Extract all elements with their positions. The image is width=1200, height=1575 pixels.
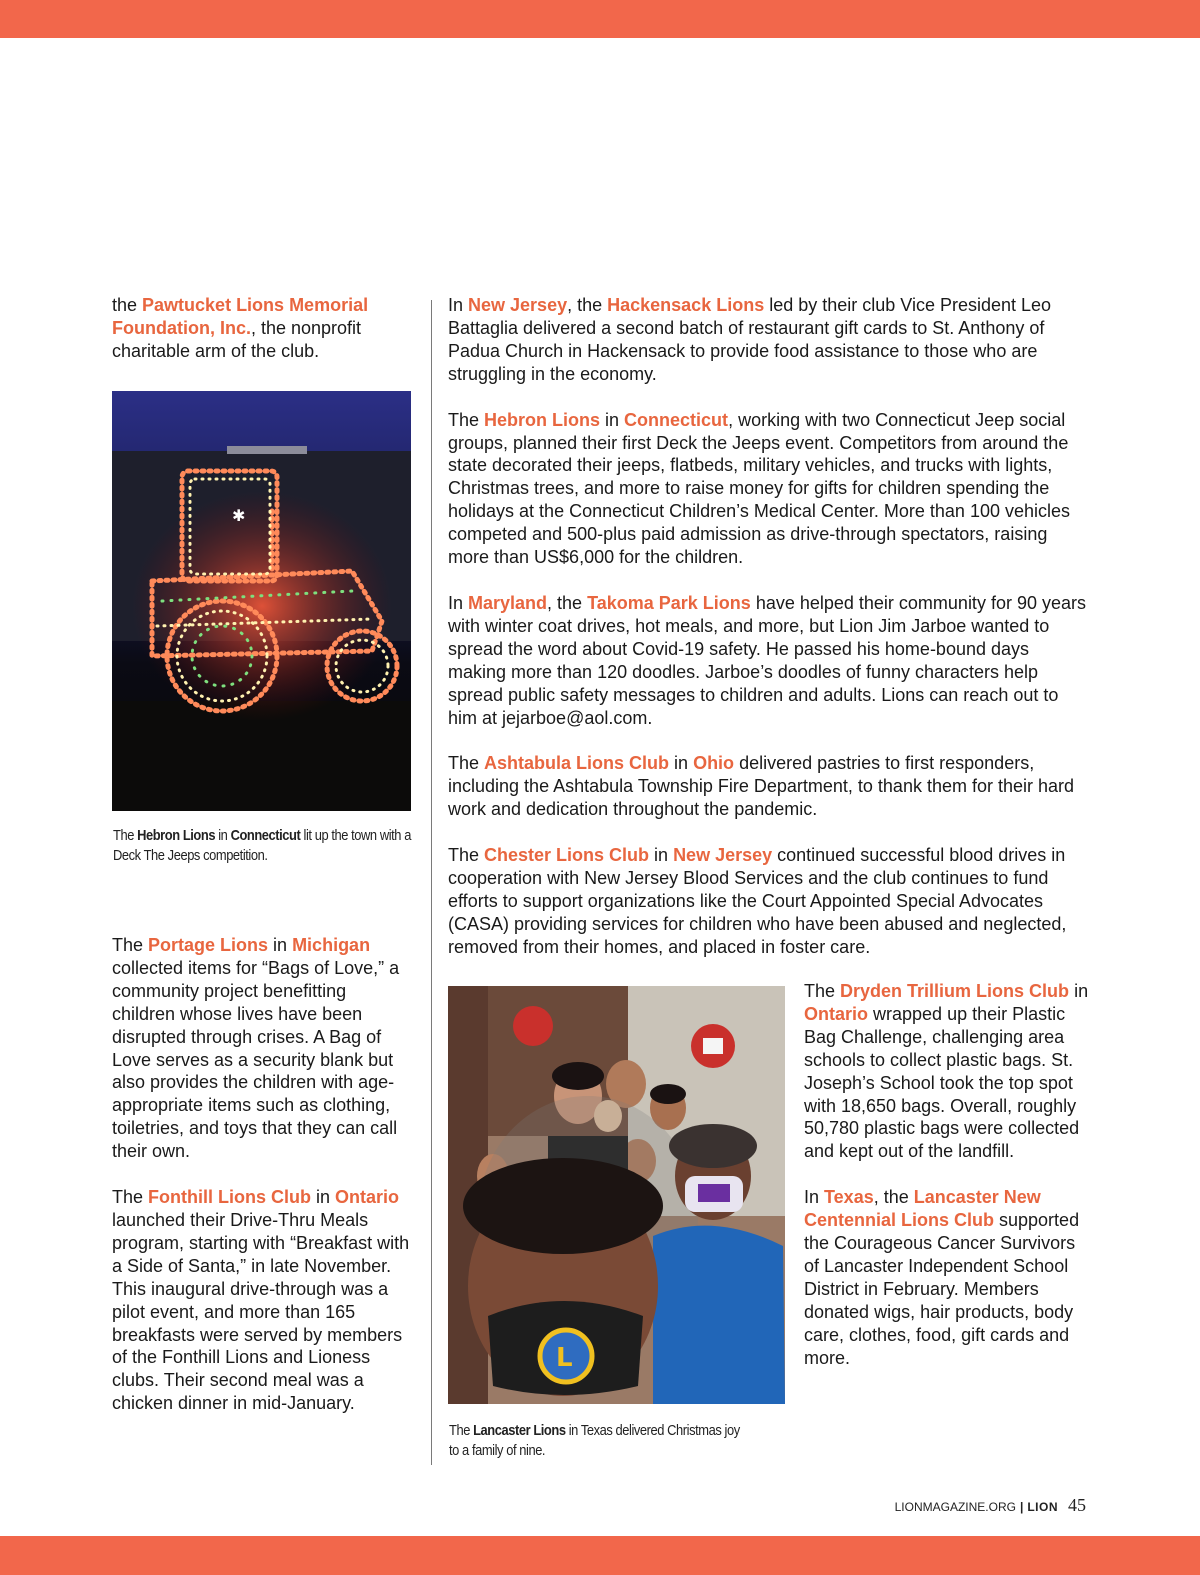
footer-site[interactable]: LIONMAGAZINE.ORG [894, 1500, 1016, 1514]
fonthill-paragraph: The Fonthill Lions Club in Ontario launched their Drive-Thru Meals program, starting with “Breakfast with a Side of Santa,” in late November. This inaugural drive-through was a pilot event, and more than 165 breakfasts were served by members of the Fonthill Lions and Lioness clubs. Their second meal was a chicken dinner in mid-January. [112, 1187, 410, 1414]
pawtucket-paragraph: the Pawtucket Lions Memorial Foundation, Inc., the nonprofit charitable arm of the club. [112, 295, 369, 361]
hebron-paragraph: The Hebron Lions in Connecticut, working with two Connecticut Jeep social groups, planned their first Deck the Jeeps event. Competitors from around the state decorated their jeeps, flatbeds, military vehicles, and trucks with lights, Christmas trees, and more to raise money for gifts for children spending the holidays at the Connecticut Children’s Medical Center. More than 100 vehicles competed and 500-plus paid admission as drive-through spectators, raising more than US$6,000 for the children. [448, 409, 1071, 568]
left-column-lower [112, 934, 412, 1438]
chester-paragraph: The Chester Lions Club in New Jersey continued successful blood drives in cooperation with New Jersey Blood Services and the club continues to fund efforts to support organizations like the Court Appointed Special Advocates (CASA) providing services for children who have been abused and neglected, removed from their homes, and placed in foster care. [448, 845, 1067, 957]
column-divider [431, 300, 432, 1465]
decorated-tractor-photo [112, 391, 411, 811]
svg-text:L: L [556, 1343, 573, 1373]
lancaster-paragraph: In Texas, the Lancaster New Centennial Lions Club supported the Courageous Cancer Survivors of Lancaster Independent School District in February. Members donated wigs, hair products, body care, clothes, food, gift cards and more. [804, 1187, 1080, 1368]
footer-magazine: LION [1027, 1500, 1058, 1514]
page-number: 45 [1068, 1495, 1086, 1515]
family-selfie-photo [448, 986, 785, 1404]
left-column [112, 294, 412, 386]
bottom-accent-bar [0, 1536, 1200, 1575]
tractor-photo-caption: The Hebron Lions in Connecticut lit up the town with a Deck The Jeeps competition. [113, 827, 411, 864]
takoma-paragraph: In Maryland, the Takoma Park Lions have helped their community for 90 years with winter coat drives, hot meals, and more, but Lion Jim Jarboe wanted to spread the word about Covid-19 safety. He passed his home-bound days making more than 120 doodles. Jarboe’s doodles of funny characters help spread public safety messages to children and adults. Lions can reach out to him at jejarboe@aol.com. [448, 592, 1086, 728]
page-footer [895, 1495, 1086, 1516]
ashtabula-paragraph: The Ashtabula Lions Club in Ohio delivered pastries to first responders, including the Ashtabula Township Fire Department, to thank them for their hard work and dedication throughout the pandemic. [448, 753, 1075, 820]
portage-paragraph: The Portage Lions in Michigan collected items for “Bags of Love,” a community project benefitting children whose lives have been disrupted through crises. A Bag of Love serves as a security blank but also provides the children with age-appropriate items such as clothing, toiletries, and toys that they can call their own. [112, 935, 400, 1162]
svg-text:✱: ✱ [232, 506, 246, 525]
narrow-right-column [804, 980, 1094, 1393]
top-accent-bar [0, 0, 1200, 38]
right-column [448, 294, 1088, 982]
dryden-paragraph: The Dryden Trillium Lions Club in Ontario wrapped up their Plastic Bag Challenge, challenging area schools to collect plastic bags. St. Joseph’s School took the top spot with 18,650 bags. Overall, roughly 50,780 plastic bags were collected and kept out of the landfill. [804, 981, 1089, 1162]
footer-separator: | [1019, 1500, 1024, 1514]
hackensack-paragraph: In New Jersey, the Hackensack Lions led by their club Vice President Leo Battaglia delivered a second batch of restaurant gift cards to St. Anthony of Padua Church in Hackensack to provide food assistance to those who are struggling in the economy. [448, 295, 1052, 384]
family-photo-caption: The Lancaster Lions in Texas delivered Christmas joy to a family of nine. [449, 1422, 740, 1459]
club-name: Pawtucket Lions Memorial Foundation, Inc. [112, 295, 369, 338]
